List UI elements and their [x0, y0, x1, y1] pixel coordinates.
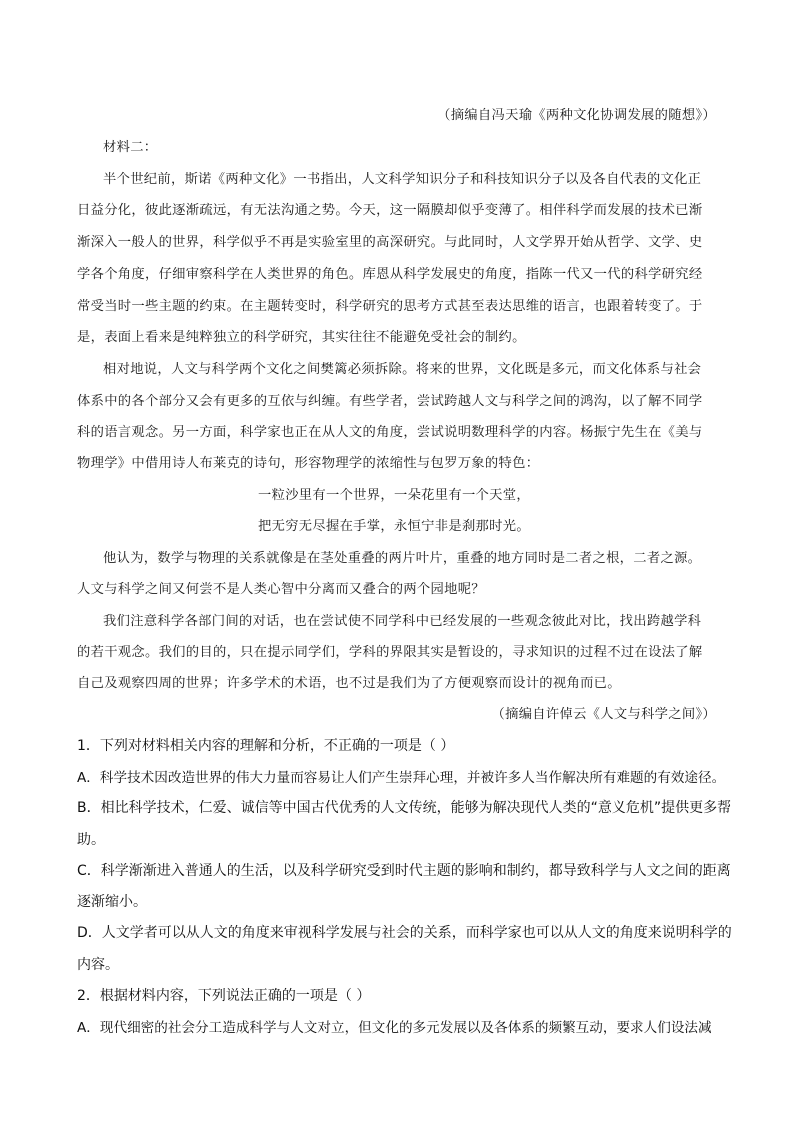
question-1-option-b-cont: 助。 — [77, 832, 105, 848]
question-2-option-a: A．现代细密的社会分工造成科学与人文对立，但文化的多元发展以及各体系的频繁互动，要求人们设法减 — [77, 1020, 712, 1036]
question-1-option-b: B．相比科学技术，仁爱、诚信等中国古代优秀的人文传统，能够为解决现代人类的“意义危机”提供更多帮 — [77, 800, 732, 816]
paragraph-2-line: 体系中的各个部分又会有更多的互依与纠缠。有些学者，尝试跨越人文与科学之间的鸿沟，以了解不同学 — [77, 394, 703, 409]
paragraph-1-line: 学各个角度，仔细审察科学在人类世界的角色。库恩从科学发展史的角度，指陈一代又一代的科学研究经 — [77, 267, 703, 282]
paragraph-4-line: 我们注意科学各部门间的对话，也在尝试使不同学科中已经发展的一些观念彼此对比，找出跨越学科 — [103, 614, 702, 629]
question-1-option-a: A．科学技术因改造世界的伟大力量而容易让人们产生崇拜心理，并被许多人当作解决所有难题的有效途径。 — [77, 770, 726, 786]
paragraph-2-line: 物理学》中借用诗人布莱克的诗句，形容物理学的浓缩性与包罗万象的特色： — [77, 456, 540, 471]
paragraph-4-line: 自己及观察四周的世界；许多学术的术语，也不过是我们为了方便观察而设计的视角而已。 — [77, 676, 621, 691]
poem-line: 把无穷无尽握在手掌，永恒宁非是刹那时光。 — [258, 519, 530, 534]
poem-line: 一粒沙里有一个世界，一朵花里有一个天堂， — [258, 488, 530, 503]
paragraph-3-line: 他认为，数学与物理的关系就像是在茎处重叠的两片叶片，重叠的地方同时是二者之根，二者之源。 — [103, 551, 702, 566]
question-1-option-c: C．科学渐渐进入普通人的生活，以及科学研究受到时代主题的影响和制约，都导致科学与人文之间的距离 — [77, 863, 731, 879]
paragraph-4-line: 的若干观念。我们的目的，只在提示同学们，学科的界限其实是暂设的，寻求知识的过程不过在设法了解 — [77, 645, 703, 660]
paragraph-3-line: 人文与科学之间又何尝不是人类心智中分离而又叠合的两个园地呢？ — [77, 582, 485, 597]
question-1-option-c-cont: 逐渐缩小。 — [77, 894, 147, 910]
paragraph-1-line: 渐深入一般人的世界，科学似乎不再是实验室里的高深研究。与此同时，人文学界开始从哲学、文学、史 — [77, 235, 703, 250]
paragraph-2-line: 科的语言观念。另一方面，科学家也正在从人文的角度，尝试说明数理科学的内容。杨振宁先生在《美与 — [77, 425, 703, 440]
question-1-stem: 1．下列对材料相关内容的理解和分析，不正确的一项是（ ） — [77, 738, 455, 754]
source-citation-1: （摘编自冯天瑜《两种文化协调发展的随想》） — [437, 108, 716, 123]
paragraph-1-line: 日益分化，彼此逐渐疏远，有无法沟通之势。今天，这一隔膜却似乎变薄了。相伴科学而发展的技术已渐 — [77, 203, 703, 218]
paragraph-1-line: 是，表面上看来是纯粹独立的科学研究，其实往往不能避免受社会的制约。 — [77, 330, 526, 345]
paragraph-1-line: 常受当时一些主题的约束。在主题转变时，科学研究的思考方式甚至表达思维的语言，也跟着转变了。于 — [77, 299, 703, 314]
paragraph-1-line: 半个世纪前，斯诺《两种文化》一书指出，人文科学知识分子和科技知识分子以及各自代表的文化正 — [103, 172, 702, 187]
source-citation-2: （摘编自许倬云《人文与科学之间》） — [491, 707, 716, 722]
question-2-stem: 2．根据材料内容，下列说法正确的一项是（ ） — [77, 988, 371, 1004]
question-1-option-d-cont: 内容。 — [77, 957, 119, 973]
paragraph-2-line: 相对地说，人文与科学两个文化之间樊篱必须拆除。将来的世界，文化既是多元，而文化体系与社会 — [103, 362, 702, 377]
material-2-heading: 材料二： — [103, 140, 158, 155]
question-1-option-d: D．人文学者可以从人文的角度来审视科学发展与社会的关系，而科学家也可以从人文的角度来说明科学的 — [77, 925, 732, 941]
